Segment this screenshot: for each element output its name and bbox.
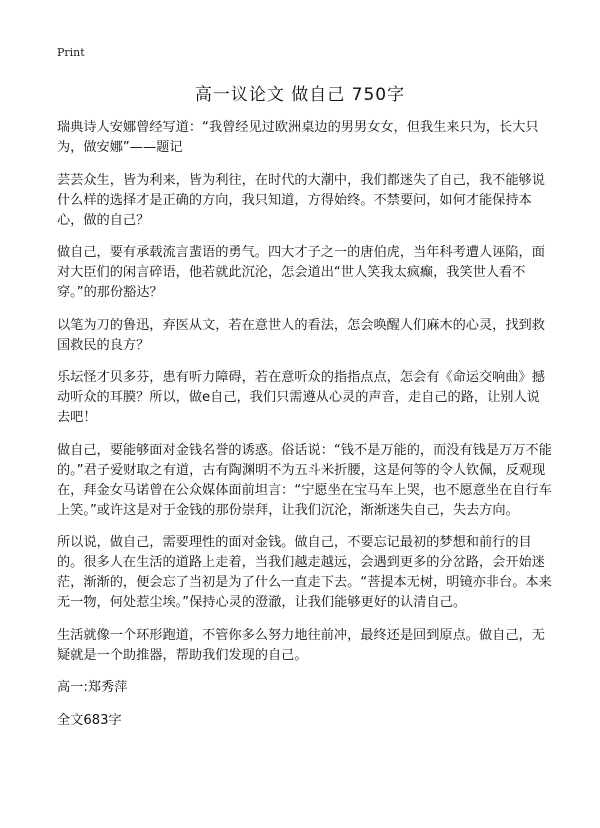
print-link[interactable]: Print bbox=[57, 46, 85, 59]
article-body bbox=[57, 118, 553, 743]
body-paragraph: 做自己，要有承载流言蜚语的勇气。四大才子之一的唐伯虎，当年科考遭人诬陷，面对大臣们的闲言碎语，他若就此沉沦，怎会道出“世人笑我太疯癫，我笑世人看不穿。”的那份豁达？ bbox=[57, 245, 545, 300]
word-count: 全文683字 bbox=[57, 712, 122, 728]
body-paragraph: 做自己，要能够面对金钱名誉的诱惑。俗话说：“钱不是万能的，而没有钱是万万不能的。”君子爱财取之有道，古有陶渊明不为五斗米折腰，这是何等的令人钦佩，反观现在，拜金女马诺曾在公众媒体面前坦言：“宁愿坐在宝马车上哭，也不愿意坐在自行车上笑。”或许这是对于金钱的那份崇拜，让我们沉沦，渐渐迷失自己，失去方向。 bbox=[57, 442, 552, 518]
body-paragraph: 乐坛怪才贝多芬，患有听力障碍，若在意听众的指指点点，怎会有《命运交响曲》撼动听众的耳膜？所以，做e自己，我们只需遵从心灵的声音，走自己的路，让别人说去吧！ bbox=[57, 370, 545, 425]
body-paragraph: 生活就像一个环形跑道，不管你多么努力地往前冲，最终还是回到原点。做自己，无疑就是一个助推器，帮助我们发现的自己。 bbox=[57, 627, 545, 663]
body-paragraph: 所以说，做自己，需要理性的面对金钱。做自己，不要忘记最初的梦想和前行的目的。很多人在生活的道路上走着，当我们越走越远，会遇到更多的分岔路，会开始迷茫，渐渐的，便会忘了当初是为了什么一直走下去。“菩提本无树，明镜亦非台。本来无一物，何处惹尘埃。”保持心灵的澄澈，让我们能够更好的认清自己。 bbox=[57, 535, 552, 610]
body-paragraph: 芸芸众生，皆为利来，皆为利往，在时代的大潮中，我们都迷失了自己，我不能够说什么样的选择才是正确的方向，我只知道，方得始终。不禁要问，如何才能保持本心，做的自己？ bbox=[57, 172, 545, 228]
body-paragraph: 以笔为刀的鲁迅，弃医从文，若在意世人的看法，怎会唤醒人们麻木的心灵，找到救国救民的良方？ bbox=[57, 317, 545, 353]
page-title: 高一议论文 做自己 750字 bbox=[194, 85, 406, 105]
author-line: 高一:郑秀萍 bbox=[57, 680, 128, 695]
epigraph-paragraph: 瑞典诗人安娜曾经写道：“我曾经见过欧洲桌边的男男女女，但我生来只为，长大只为，做安娜”——题记 bbox=[57, 120, 539, 155]
